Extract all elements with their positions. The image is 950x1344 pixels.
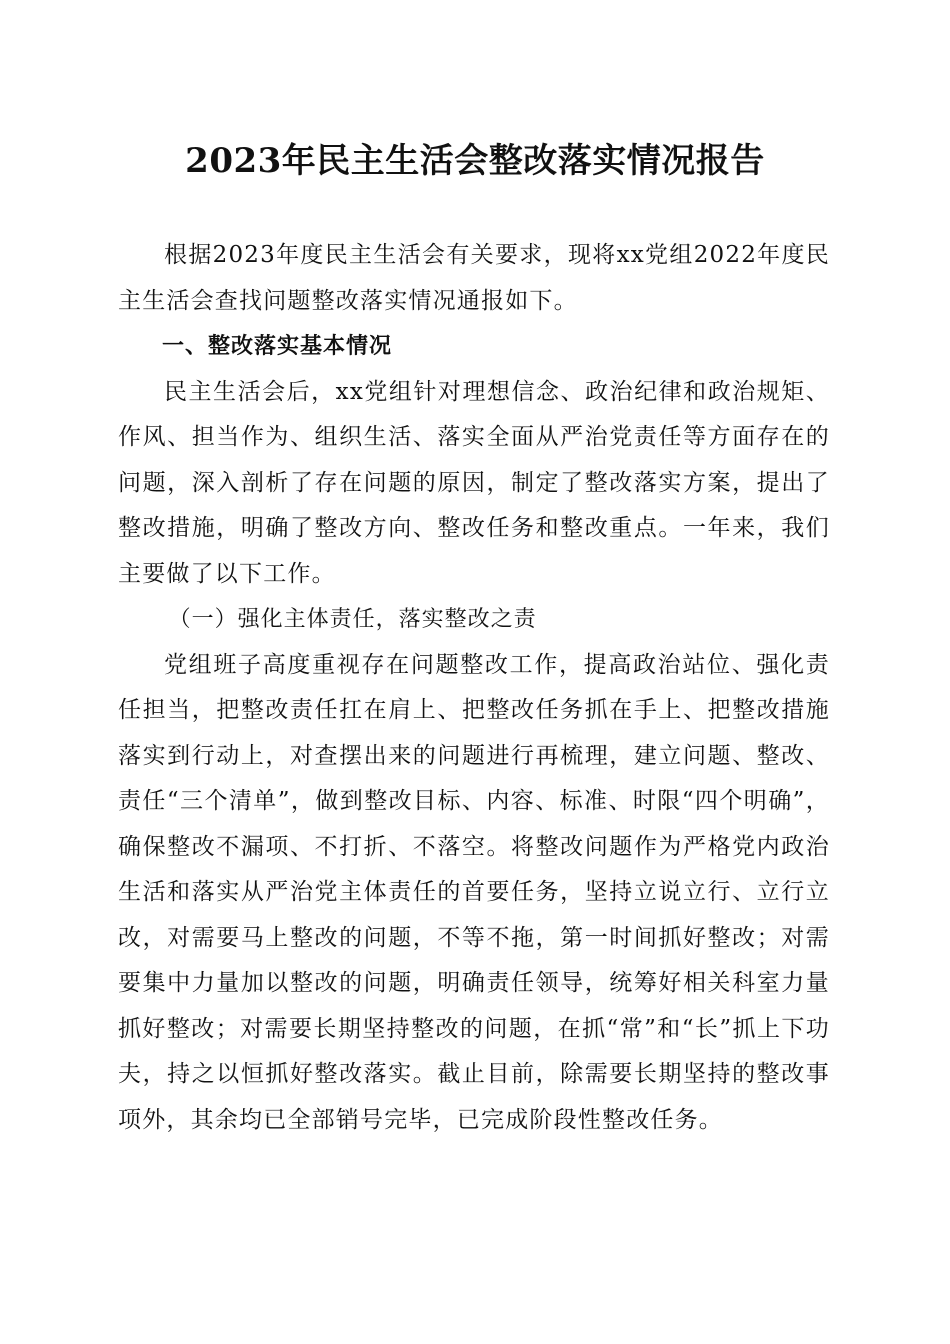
document-title: 2023年民主生活会整改落实情况报告 <box>185 141 765 181</box>
document-body <box>118 233 830 1143</box>
subsection-1-paragraph: 党组班子高度重视存在问题整改工作，提高政治站位、强化责任担当，把整改责任扛在肩上、把整改任务抓在手上、把整改措施落实到行动上，对查摆出来的问题进行再梳理，建立问题、整改、责任“三个清单”，做到整改目标、内容、标准、时限“四个明确”，确保整改不漏项、不打折、不落空。将整改问题作为严格党内政治生活和落实从严治党主体责任的首要任务，坚持立说立行、立行立改，对需要马上整改的问题，不等不拖，第一时间抓好整改；对需要集中力量加以整改的问题，明确责任领导，统筹好相关科室力量抓好整改；对需要长期坚持整改的问题，在抓“常”和“长”抓上下功夫，持之以恒抓好整改落实。截止目前，除需要长期坚持的整改事项外，其余均已全部销号完毕，已完成阶段性整改任务。 <box>118 651 830 1133</box>
section-heading-1: 一、整改落实基本情况 <box>162 334 393 359</box>
intro-paragraph: 根据2023年度民主生活会有关要求，现将xx党组2022年度民主生活会查找问题整改落实情况通报如下。 <box>118 242 830 314</box>
section-1-paragraph: 民主生活会后，xx党组针对理想信念、政治纪律和政治规矩、作风、担当作为、组织生活、落实全面从严治党责任等方面存在的问题，深入剖析了存在问题的原因，制定了整改落实方案，提出了整改措施，明确了整改方向、整改任务和整改重点。一年来，我们主要做了以下工作。 <box>118 378 830 587</box>
subsection-heading-1: （一）强化主体责任，落实整改之责 <box>168 607 537 632</box>
